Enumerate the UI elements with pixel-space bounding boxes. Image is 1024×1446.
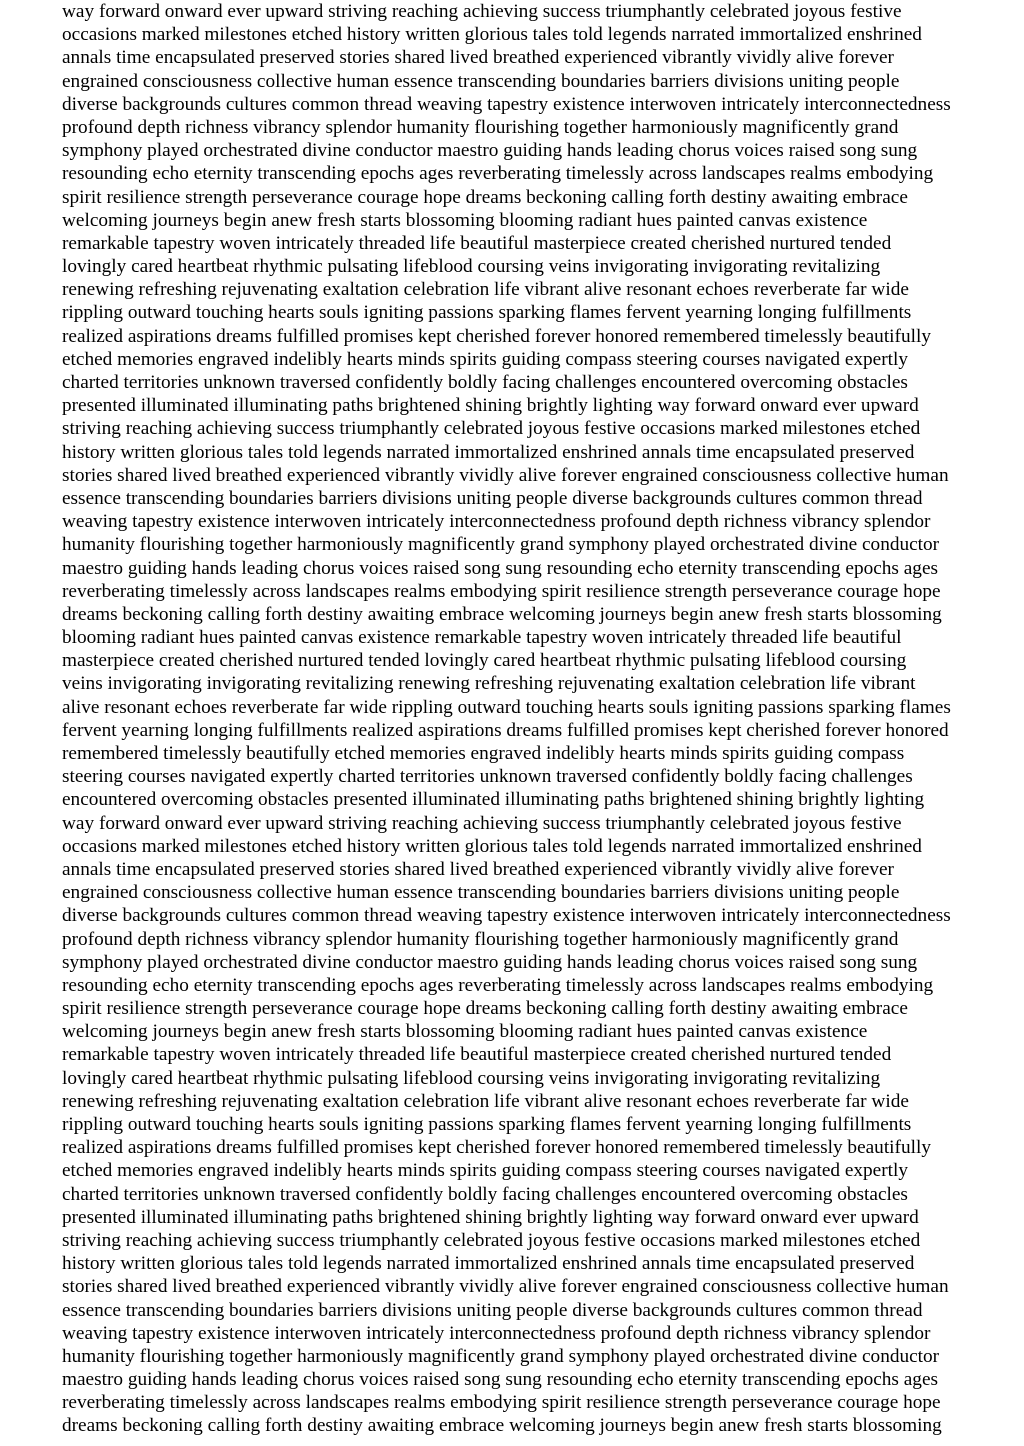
text-line: annals time encapsulated preserved stories shared lived breathed experienced vibrantly vividly alive forever xyxy=(62,858,894,880)
text-line: remarkable tapestry woven intricately threaded life beautiful masterpiece created cherished nurtured tended xyxy=(62,232,892,254)
text-line: fervent yearning longing fulfillments realized aspirations dreams fulfilled promises kept cherished forever honored xyxy=(62,719,949,741)
text-line: remembered timelessly beautifully etched memories engraved indelibly hearts minds spirits guiding compass xyxy=(62,743,905,764)
text-line: welcoming journeys begin anew fresh starts blossoming blooming radiant hues painted canvas existence xyxy=(62,1021,868,1043)
text-line: symphony played orchestrated divine conductor maestro guiding hands leading chorus voices raised song sung xyxy=(62,951,918,973)
text-line: rippling outward touching hearts souls igniting passions sparking flames fervent yearning longing fulfillments xyxy=(62,1114,912,1135)
text-line: engrained consciousness collective human essence transcending boundaries barriers divisions uniting people xyxy=(62,882,900,904)
text-line: etched memories engraved indelibly hearts minds spirits guiding compass steering courses navigated expertly xyxy=(62,1160,909,1182)
text-line: profound depth richness vibrancy splendor humanity flourishing together harmoniously magnificently grand xyxy=(62,116,899,138)
text-line: alive resonant echoes reverberate far wide rippling outward touching hearts souls igniting passions sparking flames xyxy=(62,696,951,718)
text-line: diverse backgrounds cultures common thread weaving tapestry existence interwoven intricately interconnectedness xyxy=(62,93,951,115)
text-line: charted territories unknown traversed confidently boldly facing challenges encountered overcoming obstacles xyxy=(62,1183,908,1205)
text-line: encountered overcoming obstacles presented illuminated illuminating paths brightened shining brightly lighting xyxy=(62,789,925,811)
text-line: realized aspirations dreams fulfilled promises kept cherished forever honored remembered timelessly beautifully xyxy=(62,1137,931,1159)
text-line: reverberating timelessly across landscapes realms embodying spirit resilience strength perseverance courage hope xyxy=(62,1392,941,1414)
text-line: presented illuminated illuminating paths brightened shining brightly lighting way forward onward ever upward xyxy=(62,1206,919,1228)
text-line: maestro guiding hands leading chorus voices raised song sung resounding echo eternity transcending epochs ages xyxy=(62,557,939,579)
text-line: welcoming journeys begin anew fresh starts blossoming blooming radiant hues painted canvas existence xyxy=(62,209,868,231)
text-line: history written glorious tales told legends narrated immortalized enshrined annals time encapsulated preserved xyxy=(62,1253,915,1275)
text-line: renewing refreshing rejuvenating exaltation celebration life vibrant alive resonant echoes reverberate far wide xyxy=(62,1090,909,1112)
text-line: stories shared lived breathed experienced vibrantly vividly alive forever engrained consciousness collective human xyxy=(62,1276,949,1298)
text-line: weaving tapestry existence interwoven intricately interconnectedness profound depth richness vibrancy splendor xyxy=(62,511,931,533)
text-line: stories shared lived breathed experienced vibrantly vividly alive forever engrained consciousness collective human xyxy=(62,464,949,486)
text-line: humanity flourishing together harmoniously magnificently grand symphony played orchestrated divine conductor xyxy=(62,534,940,556)
text-line: dreams beckoning calling forth destiny awaiting embrace welcoming journeys begin anew fresh starts blossoming xyxy=(62,603,942,625)
text-line: presented illuminated illuminating paths brightened shining brightly lighting way forward onward ever upward xyxy=(62,395,919,417)
text-line: history written glorious tales told legends narrated immortalized enshrined annals time encapsulated preserved xyxy=(62,441,915,463)
text-line: renewing refreshing rejuvenating exaltation celebration life vibrant alive resonant echoes reverberate far wide xyxy=(62,279,909,301)
text-line: essence transcending boundaries barriers divisions uniting people diverse backgrounds cultures common thread xyxy=(62,487,923,509)
text-line: maestro guiding hands leading chorus voices raised song sung resounding echo eternity transcending epochs ages xyxy=(62,1369,939,1391)
text-line: resounding echo eternity transcending epochs ages reverberating timelessly across landscapes realms embodying xyxy=(62,163,934,185)
text-line: striving reaching achieving success triumphantly celebrated joyous festive occasions marked milestones etched xyxy=(62,1229,921,1251)
text-line: masterpiece created cherished nurtured tended lovingly cared heartbeat rhythmic pulsating lifeblood coursing xyxy=(62,650,907,672)
text-line: steering courses navigated expertly charted territories unknown traversed confidently boldly facing challenges xyxy=(62,766,913,788)
text-line: annals time encapsulated preserved stories shared lived breathed experienced vibrantly vividly alive forever xyxy=(62,47,894,69)
text-line: rippling outward touching hearts souls igniting passions sparking flames fervent yearning longing fulfillments xyxy=(62,302,912,324)
body-text xyxy=(62,0,1024,1438)
text-line: symphony played orchestrated divine conductor maestro guiding hands leading chorus voices raised song sung xyxy=(62,140,918,162)
text-line: charted territories unknown traversed confidently boldly facing challenges encountered overcoming obstacles xyxy=(62,372,908,393)
text-line: essence transcending boundaries barriers divisions uniting people diverse backgrounds cultures common thread xyxy=(62,1299,923,1321)
text-line: spirit resilience strength perseverance courage hope dreams beckoning calling forth destiny awaiting embrace xyxy=(62,186,908,208)
text-line: blooming radiant hues painted canvas existence remarkable tapestry woven intricately threaded life beautiful xyxy=(62,627,902,649)
text-line: dreams beckoning calling forth destiny awaiting embrace welcoming journeys begin anew fresh starts blossoming xyxy=(62,1415,942,1437)
text-line: diverse backgrounds cultures common thread weaving tapestry existence interwoven intricately interconnectedness xyxy=(62,905,951,927)
text-line: spirit resilience strength perseverance courage hope dreams beckoning calling forth destiny awaiting embrace xyxy=(62,998,908,1020)
text-line: veins invigorating invigorating revitalizing renewing refreshing rejuvenating exaltation celebration life vibrant xyxy=(62,673,916,695)
text-line: humanity flourishing together harmoniously magnificently grand symphony played orchestrated divine conductor xyxy=(62,1345,940,1367)
text-line: lovingly cared heartbeat rhythmic pulsating lifeblood coursing veins invigorating invigorating revitalizing xyxy=(62,1067,881,1089)
text-line: occasions marked milestones etched history written glorious tales told legends narrated immortalized enshrined xyxy=(62,835,922,857)
text-line: lovingly cared heartbeat rhythmic pulsating lifeblood coursing veins invigorating invigorating revitalizing xyxy=(62,256,881,278)
text-line: profound depth richness vibrancy splendor humanity flourishing together harmoniously magnificently grand xyxy=(62,928,899,950)
text-line: occasions marked milestones etched history written glorious tales told legends narrated immortalized enshrined xyxy=(62,24,922,46)
text-line: etched memories engraved indelibly hearts minds spirits guiding compass steering courses navigated expertly xyxy=(62,348,909,370)
text-line: way forward onward ever upward striving reaching achieving success triumphantly celebrated joyous festive xyxy=(62,812,902,834)
text-line: remarkable tapestry woven intricately threaded life beautiful masterpiece created cherished nurtured tended xyxy=(62,1044,892,1066)
text-line: weaving tapestry existence interwoven intricately interconnectedness profound depth richness vibrancy splendor xyxy=(62,1322,931,1344)
text-line: engrained consciousness collective human essence transcending boundaries barriers divisions uniting people xyxy=(62,70,900,92)
text-line: resounding echo eternity transcending epochs ages reverberating timelessly across landscapes realms embodying xyxy=(62,974,934,996)
text-line: striving reaching achieving success triumphantly celebrated joyous festive occasions marked milestones etched xyxy=(62,418,921,440)
text-line: way forward onward ever upward striving reaching achieving success triumphantly celebrated joyous festive xyxy=(62,1,902,22)
text-line: realized aspirations dreams fulfilled promises kept cherished forever honored remembered timelessly beautifully xyxy=(62,325,931,347)
text-line: reverberating timelessly across landscapes realms embodying spirit resilience strength perseverance courage hope xyxy=(62,580,941,602)
